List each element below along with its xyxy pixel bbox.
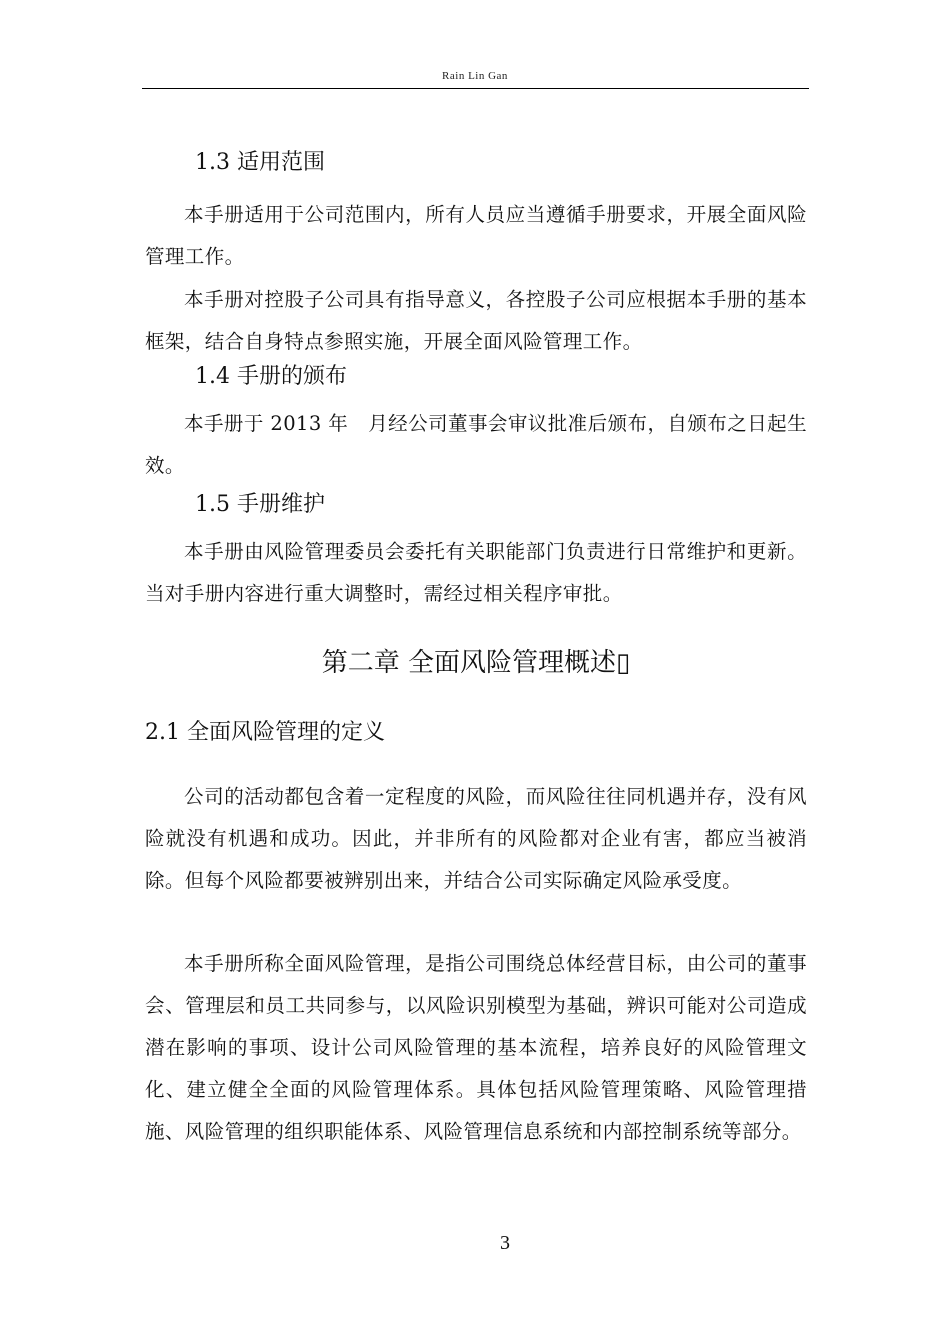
paragraph-1-5: 本手册由风险管理委员会委托有关职能部门负责进行日常维护和更新。当对手册内容进行重大调整时，需经过相关程序审批。 xyxy=(145,540,807,605)
chapter-title: 第二章 全面风险管理概述▯ xyxy=(321,648,631,678)
heading-2-1: 2.1 全面风险管理的定义 xyxy=(145,720,385,745)
paragraph-1-3-b: 本手册对控股子公司具有指导意义，各控股子公司应根据本手册的基本框架，结合自身特点参照实施，开展全面风险管理工作。 xyxy=(145,288,807,353)
paragraph-1-3-a: 本手册适用于公司范围内，所有人员应当遵循手册要求，开展全面风险管理工作。 xyxy=(145,203,807,268)
paragraph-1-4: 本手册于 2013 年 月经公司董事会审议批准后颁布，自颁布之日起生效。 xyxy=(145,412,807,477)
header-rule xyxy=(142,88,809,89)
heading-1-3: 1.3 适用范围 xyxy=(195,150,325,175)
heading-1-4: 1.4 手册的颁布 xyxy=(195,364,347,389)
running-header: Rain Lin Gan xyxy=(442,70,508,82)
page-number: 3 xyxy=(500,1232,510,1254)
heading-1-5: 1.5 手册维护 xyxy=(195,492,325,517)
paragraph-2-1-a: 公司的活动都包含着一定程度的风险，而风险往往同机遇并存，没有风险就没有机遇和成功。因此，并非所有的风险都对企业有害，都应当被消除。但每个风险都要被辨别出来，并结合公司实际确定风险承受度。 xyxy=(145,785,807,892)
paragraph-2-1-b: 本手册所称全面风险管理，是指公司围绕总体经营目标，由公司的董事会、管理层和员工共同参与，以风险识别模型为基础，辨识可能对公司造成潜在影响的事项、设计公司风险管理的基本流程，培养良好的风险管理文化、建立健全全面的风险管理体系。具体包括风险管理策略、风险管理措施、风险管理的组织职能体系、风险管理信息系统和内部控制系统等部分。 xyxy=(145,952,807,1143)
